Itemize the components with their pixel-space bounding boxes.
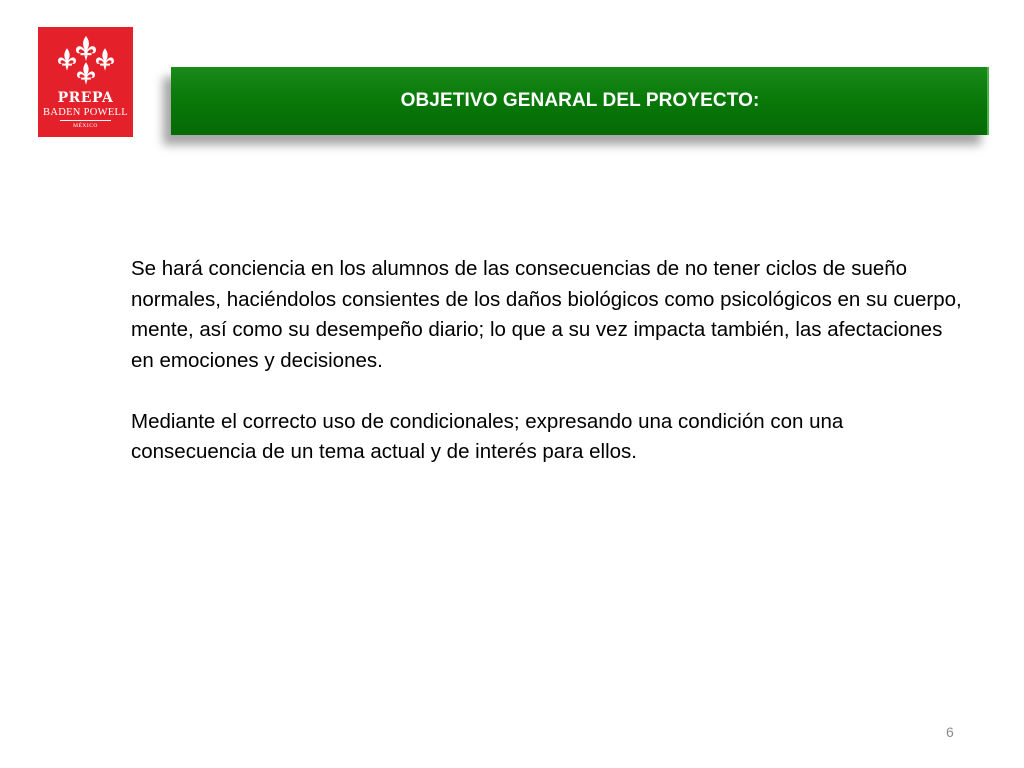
logo-divider [60, 120, 111, 121]
body-paragraph-1: Se hará conciencia en los alumnos de las consecuencias de no tener ciclos de sueño normales, haciéndolos consientes de los daños biológicos como psicológicos en su cuerpo, mente, así como su desempeño diario; lo que a su vez impacta también, las afectaciones en emociones y decisiones. [131, 257, 962, 372]
slide-body [131, 254, 966, 468]
logo-wordmark-prepa: PREPA [57, 90, 114, 106]
fleur-de-lis-icon [54, 33, 118, 91]
slide-title: OBJETIVO GENARAL DEL PROYECTO: [400, 90, 760, 111]
body-paragraph-2: Mediante el correcto uso de condicionales; expresando una condición con una consecuencia de un tema actual y de interés para ellos. [131, 409, 844, 463]
logo-wordmark-mexico: MÉXICO [73, 123, 98, 129]
title-banner [171, 67, 989, 135]
title-banner-edge [987, 67, 989, 135]
logo-wordmark-baden-powell: BADEN POWELL [43, 107, 128, 118]
school-logo [38, 27, 133, 137]
page-number: 6 [946, 724, 954, 740]
